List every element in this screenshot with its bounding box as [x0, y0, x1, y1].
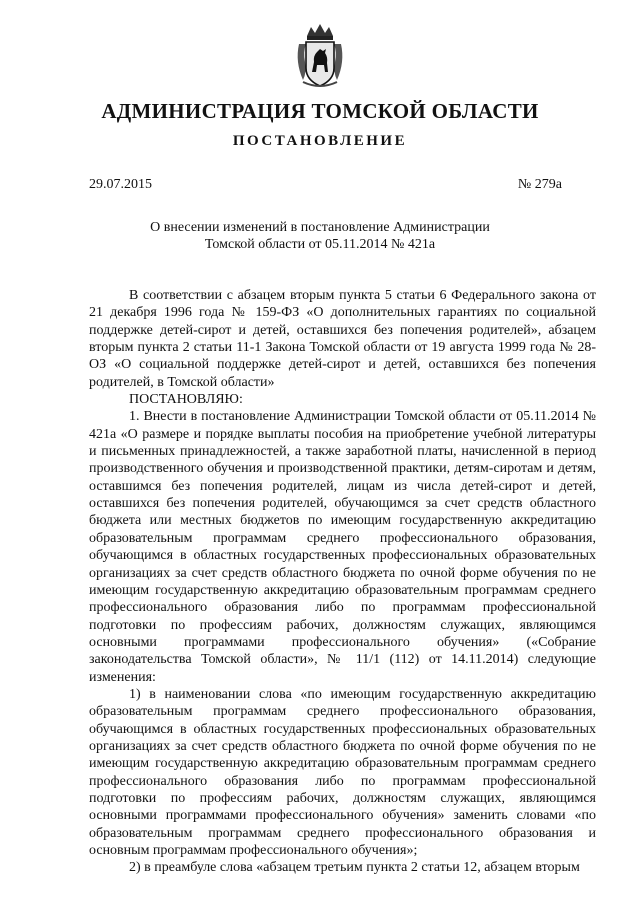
document-body: [89, 287, 596, 877]
coat-of-arms-icon: [293, 22, 347, 90]
subject-line-1: О внесении изменений в постановление Администрации: [150, 220, 490, 235]
organization-title: АДМИНИСТРАЦИЯ ТОМСКОЙ ОБЛАСТИ: [101, 99, 539, 123]
preamble-paragraph: В соответствии с абзацем вторым пункта 5 статьи 6 Федерального закона от 21 декабря 1996 года № 159-ФЗ «О дополнительных гарантиях по социальной поддержке детей-сирот и детей, оставшихся без попечения родителей», абзацем вторым пункта 2 статьи 11-1 Закона Томской области от 19 августа 1999 года № 28-ОЗ «О социальной поддержке детей-сирот и детей, оставшихся без попечения родителей, в Томской области»: [89, 288, 596, 390]
document-subject: [120, 219, 520, 253]
document-type-heading: ПОСТАНОВЛЕНИЕ: [232, 133, 408, 149]
subitem-2-paragraph: 2) в преамбуле слова «абзацем третьим пункта 2 статьи 12, абзацем вторым: [129, 860, 580, 876]
document-number: № 279а: [517, 177, 562, 192]
subject-line-2: Томской области от 05.11.2014 № 421а: [204, 237, 436, 252]
document-date: 29.07.2015: [89, 177, 152, 192]
decree-word: ПОСТАНОВЛЯЮ:: [129, 392, 243, 408]
item-1-paragraph: 1. Внести в постановление Администрации Томской области от 05.11.2014 № 421а «О размере и порядке выплаты пособия на приобретение учебной литературы и письменных принадлежностей, а также заработной платы, начисленной в период производственного обучения и производственной практики, детям-сиротам и детям, оставшимся без попечения родителей, лицам из числа детей-сирот и детей, оставшихся без попечения родителей, обучающимся за счет средств областного бюджета или местных бюджетов по имеющим государственную аккредитацию образовательным программам среднего профессионального образования, обучающимся в областных государственных профессиональных образовательных организациях за счет средств областного бюджета по очной форме обучения по не имеющим государственную аккредитацию образовательным программам среднего профессионального образования либо по программам профессиональной подготовки по профессиям рабочих, должностям служащих, являющимся основными программами профессионального обучения» («Собрание законодательства Томской области», № 11/1 (112) от 14.11.2014) следующие изменения:: [89, 409, 596, 685]
subitem-1-paragraph: 1) в наименовании слова «по имеющим государственную аккредитацию образовательным программам среднего профессионального образования, обучающимся в областных государственных профессиональных образовательных организациях за счет средств областного бюджета по очной форме обучения по не имеющим государственную аккредитацию образовательным программам среднего профессионального образования либо по программам профессиональной подготовки по профессиям рабочих, должностям служащих, являющимся основными программами профессионального обучения» заменить словами «по образовательным программам среднего профессионального образования и основным программам профессионального обучения»;: [89, 686, 596, 858]
